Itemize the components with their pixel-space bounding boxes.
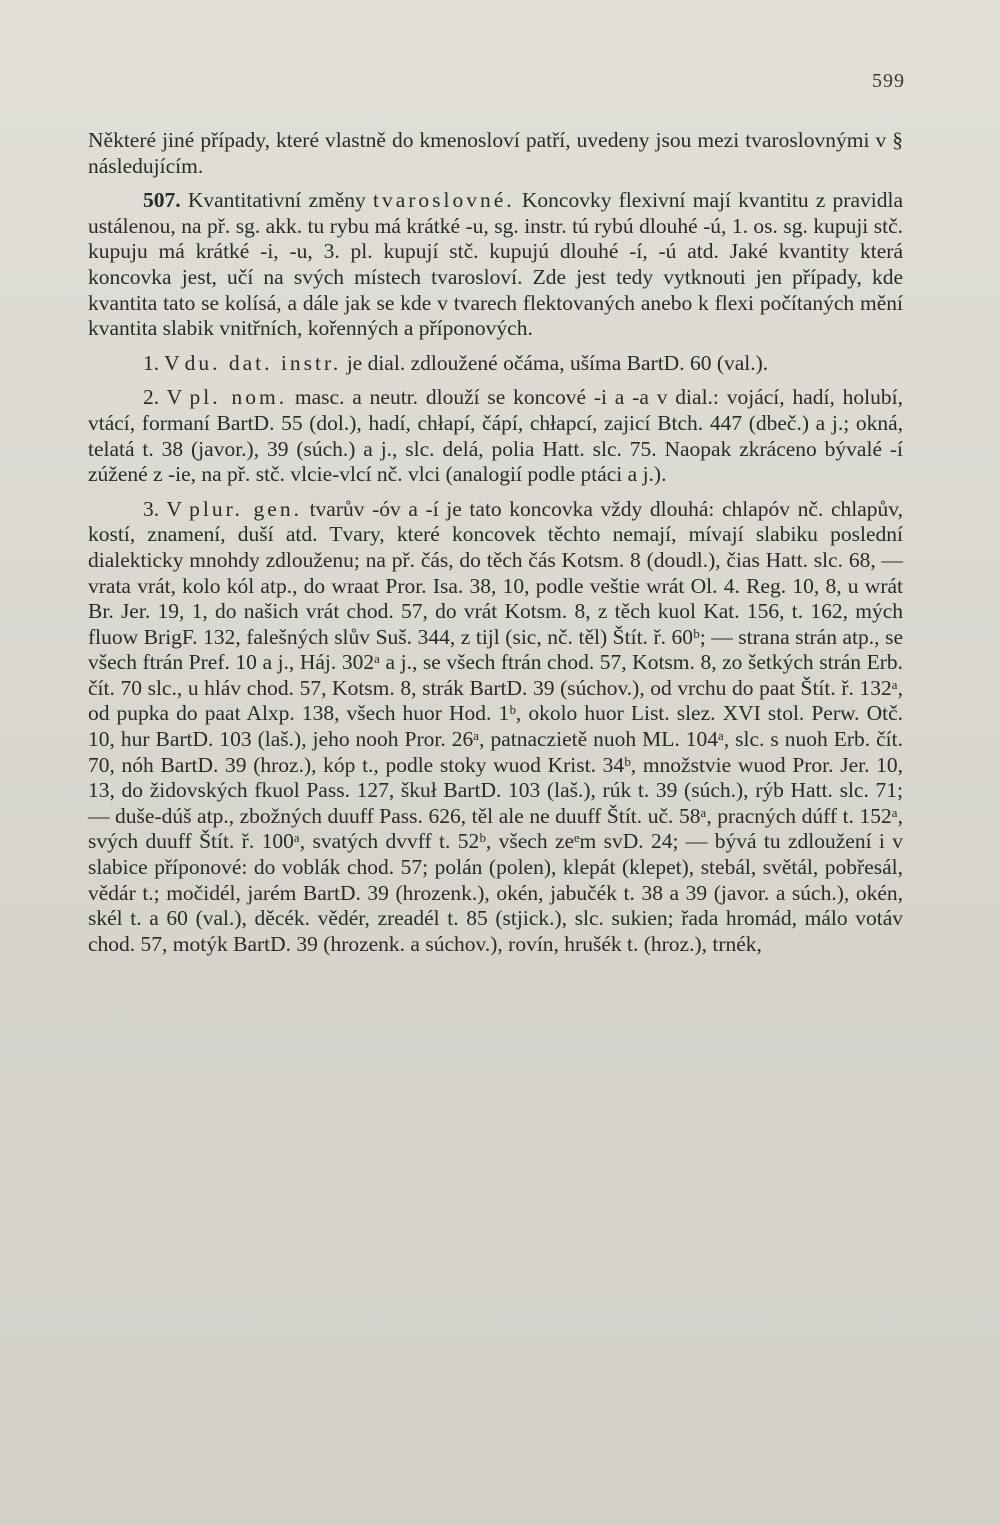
page-number: 599 (872, 70, 905, 92)
point-3-term: plur. gen. (189, 496, 302, 521)
point-1-text: je dial. zdloužené očáma, ušíma BartD. 60 (val.). (341, 350, 769, 375)
body-text (88, 128, 903, 957)
section-title-spaced: tvaroslovné. (373, 188, 515, 213)
point-1-paragraph (88, 351, 903, 377)
intro-text: Některé jiné případy, které vlastně do kmenosloví patří, uvedeny jsou mezi tvaroslovnými v § následujícím. (88, 128, 903, 178)
point-2-term: pl. nom. (189, 385, 288, 410)
point-2-lead: 2. V (143, 385, 190, 410)
point-2-text: masc. a neutr. dlouží se koncové -i a -a v dial.: vojácí, hadí, holubí, vtácí, formaní BartD. 55 (dol.), hadí, chłapí, čápí, chłapcí, zajicí Btch. 447 (dbeč.) a j.; okná, telatá t. 38 (javor.), 39 (súch.) a j., slc. delá, polia Hatt. slc. 75. Naopak zkráceno bývalé -í zúžené z -ie, na př. stč. vlcie-vlcí nč. vlci (analogií podle ptáci a j.). (88, 385, 904, 487)
point-2-paragraph (88, 385, 903, 487)
section-title-prefix: Kvantitativní změny (180, 188, 373, 213)
point-3-lead: 3. V (143, 496, 190, 521)
point-3-paragraph (88, 497, 903, 958)
section-507-text: Koncovky flexivní mají kvantitu z pravidla ustálenou, na př. sg. akk. tu rybu má krátké -u, sg. instr. tú rybú dlouhé -ú, 1. os. sg. kupuji stč. kupuju má krátké -i, -u, 3. pl. kupují stč. kupujú dlouhé -í, -ú atd. Jaké kvantity která koncovka jest, učí na svých místech tvarosloví. Zde jest tedy vytknouti jen případy, kde kvantita tato se kolísá, a dále jak se kde v tvarech flektovaných anebo k flexi počítaných mění kvantita slabik vnitřních, kořenných a příponových. (88, 188, 903, 341)
intro-paragraph (88, 128, 903, 179)
point-1-lead: 1. V (143, 350, 185, 375)
section-507-paragraph (88, 188, 903, 342)
point-3-text: tvarův -óv a -í je tato koncovka vždy dlouhá: chlapóv nč. chlapův, kostí, znamení, duší atd. Tvary, které koncovek těchto nemají, mívají slabiku poslední dialekticky mnohdy zdlouženu; na př. čás, do těch čás Kotsm. 8 (doudl.), čias Hatt. slc. 68, — vrata vrát, kolo kól atp., do wraat Pror. Isa. 38, 10, podle veštie wrát Ol. 4. Reg. 10, 8, u wrát Br. Jer. 19, 1, do našich vrát chod. 57, do vrát Kotsm. 8, z těch kuol Kat. 156, t. 162, mých fluow BrigF. 132, falešných slův Suš. 344, z tijl (sic, nč. těl) Štít. ř. 60ᵇ; — strana strán atp., se všech ftrán Pref. 10 a j., Háj. 302ᵃ a j., se všech ftrán chod. 57, Kotsm. 8, zo šetkých strán Erb. čít. 70 slc., u hláv chod. 57, Kotsm. 8, strák BartD. 39 (súchov.), od vrchu do paat Štít. ř. 132ᵃ, od pupka do paat Alxp. 138, všech huor Hod. 1ᵇ, okolo huor List. slez. XVI stol. Perw. Otč. 10, hur BartD. 103 (laš.), jeho nooh Pror. 26ᵃ, patnaczietě nuoh ML. 104ᵃ, slc. s nuoh Erb. čít. 70, nóh BartD. 39 (hroz.), kóp t., podle stoky wuod Krist. 34ᵇ, množstvie wuod Pror. Jer. 10, 13, do židovských fkuol Pass. 127, škuł BartD. 103 (laš.), rúk t. 39 (súch.), rýb Hatt. slc. 71; — duše-dúš atp., zbožných duuff Pass. 626, těl ale ne duuff Štít. uč. 58ᵃ, pracných dúff t. 152ᵃ, svých duuff Štít. ř. 100ᵃ, svatých dvvff t. 52ᵇ, všech zeᵉm svD. 24; — bývá tu zdloužení i v slabice příponové: do voblák chod. 57; polán (polen), klepát (klepet), stebál, světál, pobřesál, vědár t.; močidél, jarém BartD. 39 (hrozenk.), okén, jabučék t. 38 a 39 (javor. a súch.), okén, skél t. a 60 (val.), děcék. vědér, zreadél t. 85 (stjick.), slc. sukien; řada hromád, málo votáv chod. 57, motýk BartD. 39 (hrozenk. a súchov.), rovín, hrušék t. (hroz.), trnék, (88, 496, 903, 956)
point-1-term: du. dat. instr. (184, 350, 342, 375)
section-number: 507. (143, 188, 181, 213)
